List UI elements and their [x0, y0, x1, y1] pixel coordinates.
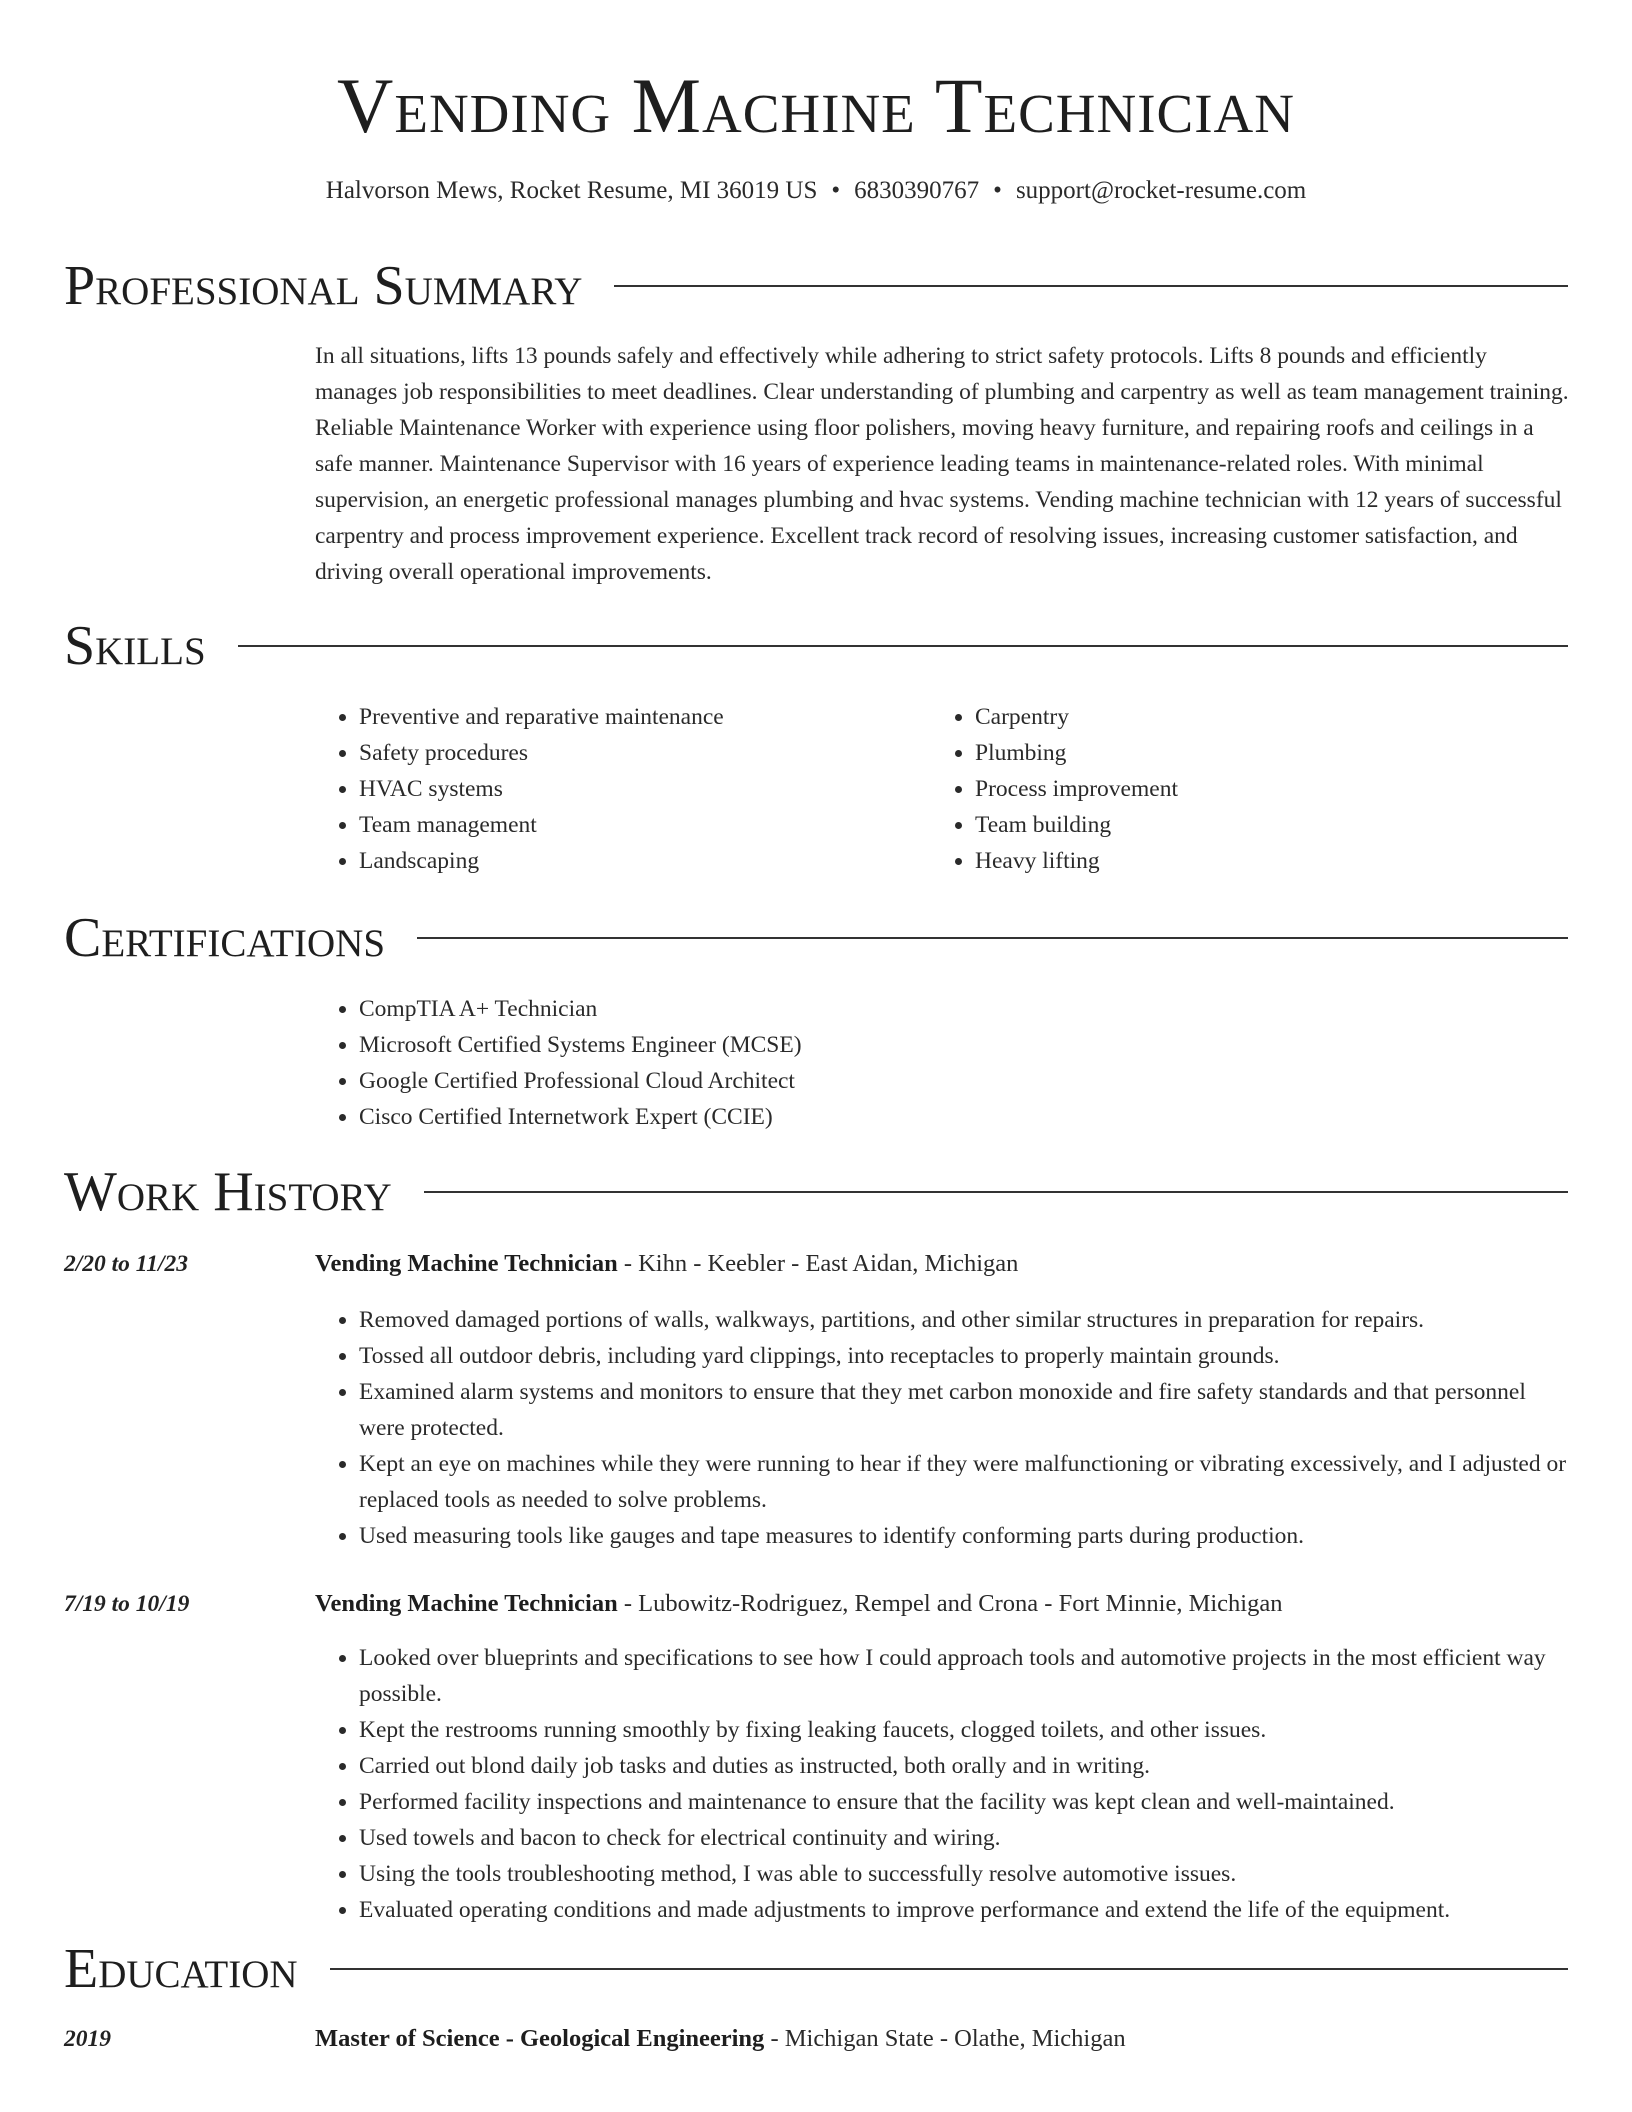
skills-list-right — [931, 699, 1531, 879]
job-duty-item: • Carried out blond daily job tasks and duties as instructed, both orally and in writing. — [359, 1748, 1570, 1784]
contact-phone: 6830390767 — [854, 177, 980, 204]
job-role: Vending Machine Technician — [315, 1250, 618, 1277]
contact-separator: • — [993, 177, 1002, 204]
job-duty-item: • Performed facility inspections and maintenance to ensure that the facility was kept clean and well-maintained. — [359, 1784, 1570, 1820]
skill-item: • Safety procedures — [359, 735, 915, 771]
skill-item: • Carpentry — [975, 699, 1531, 735]
job-duty-item: • Kept the restrooms running smoothly by fixing leaking faucets, clogged toilets, and other issues. — [359, 1712, 1570, 1748]
certifications-list-container — [315, 991, 1570, 1135]
job-dates: 7/19 to 10/19 — [64, 1591, 190, 1617]
job-duties-container — [315, 1640, 1570, 1928]
section-title: Work History — [64, 1161, 392, 1223]
section-divider — [238, 645, 1568, 647]
skill-item: • Landscaping — [359, 843, 915, 879]
section-divider — [614, 285, 1568, 287]
job-employer: - Kihn - Keebler - East Aidan, Michigan — [617, 1250, 1019, 1277]
skills-column-right — [931, 699, 1531, 879]
certifications-list — [315, 991, 1570, 1135]
skill-item: • HVAC systems — [359, 771, 915, 807]
job-title-line — [315, 1246, 1570, 1282]
job-duty-item: • Used measuring tools like gauges and tape measures to identify conforming parts during production. — [359, 1518, 1570, 1554]
job-duty-item: • Looked over blueprints and specifications to see how I could approach tools and automotive projects in the most efficient way possible. — [359, 1640, 1570, 1712]
job-employer: - Lubowitz-Rodriguez, Rempel and Crona - Fort Minnie, Michigan — [617, 1590, 1283, 1617]
section-title: Skills — [64, 615, 206, 677]
section-title: Professional Summary — [64, 255, 583, 317]
contact-address: Halvorson Mews, Rocket Resume, MI 36019 US — [325, 177, 818, 204]
job-duty-item: • Examined alarm systems and monitors to ensure that they met carbon monoxide and fire safety standards and that personnel were protected. — [359, 1374, 1570, 1446]
section-header-summary — [64, 254, 1568, 318]
skill-item: • Plumbing — [975, 735, 1531, 771]
skills-column-left — [315, 699, 915, 879]
skills-list-left — [315, 699, 915, 879]
certification-item: • Google Certified Professional Cloud Architect — [359, 1063, 1570, 1099]
section-header-skills — [64, 614, 1568, 678]
skill-item: • Process improvement — [975, 771, 1531, 807]
section-divider — [330, 1968, 1568, 1970]
section-title: Certifications — [64, 907, 386, 969]
job-duties-list — [315, 1302, 1570, 1554]
certification-item: • Microsoft Certified Systems Engineer (MCSE) — [359, 1027, 1570, 1063]
contact-line — [0, 176, 1632, 206]
section-title: Education — [64, 1938, 298, 2000]
section-header-education — [64, 1937, 1568, 2001]
skill-item: • Heavy lifting — [975, 843, 1531, 879]
skill-item: • Team management — [359, 807, 915, 843]
section-header-certifications — [64, 906, 1568, 970]
job-duty-item: • Evaluated operating conditions and made adjustments to improve performance and extend the life of the equipment. — [359, 1892, 1570, 1928]
contact-email: support@rocket-resume.com — [1015, 177, 1307, 204]
job-dates: 2/20 to 11/23 — [64, 1251, 189, 1277]
contact-separator: • — [831, 177, 841, 204]
job-title-line — [315, 1586, 1570, 1622]
certification-item: • Cisco Certified Internetwork Expert (CCIE) — [359, 1099, 1570, 1135]
education-degree: Master of Science - Geological Engineering — [315, 2025, 765, 2052]
job-duty-item: • Kept an eye on machines while they were running to hear if they were malfunctioning or vibrating excessively, and I adjusted or replaced tools as needed to solve problems. — [359, 1446, 1570, 1518]
job-duty-item: • Removed damaged portions of walls, walkways, partitions, and other similar structures in preparation for repairs. — [359, 1302, 1570, 1338]
skill-item: • Preventive and reparative maintenance — [359, 699, 915, 735]
candidate-name: Vending Machine Technician — [337, 62, 1295, 149]
section-divider — [424, 1191, 1568, 1193]
section-divider — [417, 937, 1568, 939]
job-role: Vending Machine Technician — [315, 1590, 618, 1617]
skill-item: • Team building — [975, 807, 1531, 843]
summary-text: In all situations, lifts 13 pounds safely and effectively while adhering to strict safety protocols. Lifts 8 pounds and efficiently manages job responsibilities to meet deadlines. Clear understanding of plumbing and carpentry as well as team management training. Reliable Maintenance Worker with experience using floor polishers, moving heavy furniture, and repairing roofs and ceilings in a safe manner. Maintenance Supervisor with 16 years of experience leading teams in maintenance-related roles. With minimal supervision, an energetic professional manages plumbing and hvac systems. Vending machine technician with 12 years of successful carpentry and process improvement experience. Excellent track record of resolving issues, increasing customer satisfaction, and driving overall operational improvements. — [315, 343, 1569, 585]
job-duties-list — [315, 1640, 1570, 1928]
section-header-work-history — [64, 1160, 1568, 1224]
education-school: - Michigan State - Olathe, Michigan — [764, 2025, 1126, 2052]
job-duty-item: • Using the tools troubleshooting method, I was able to successfully resolve automotive issues. — [359, 1856, 1570, 1892]
job-duties-container — [315, 1302, 1570, 1554]
certification-item: • CompTIA A+ Technician — [359, 991, 1570, 1027]
education-year: 2019 — [64, 2026, 111, 2052]
job-duty-item: • Used towels and bacon to check for electrical continuity and wiring. — [359, 1820, 1570, 1856]
job-duty-item: • Tossed all outdoor debris, including yard clippings, into receptacles to properly maintain grounds. — [359, 1338, 1570, 1374]
education-line — [315, 2021, 1570, 2057]
